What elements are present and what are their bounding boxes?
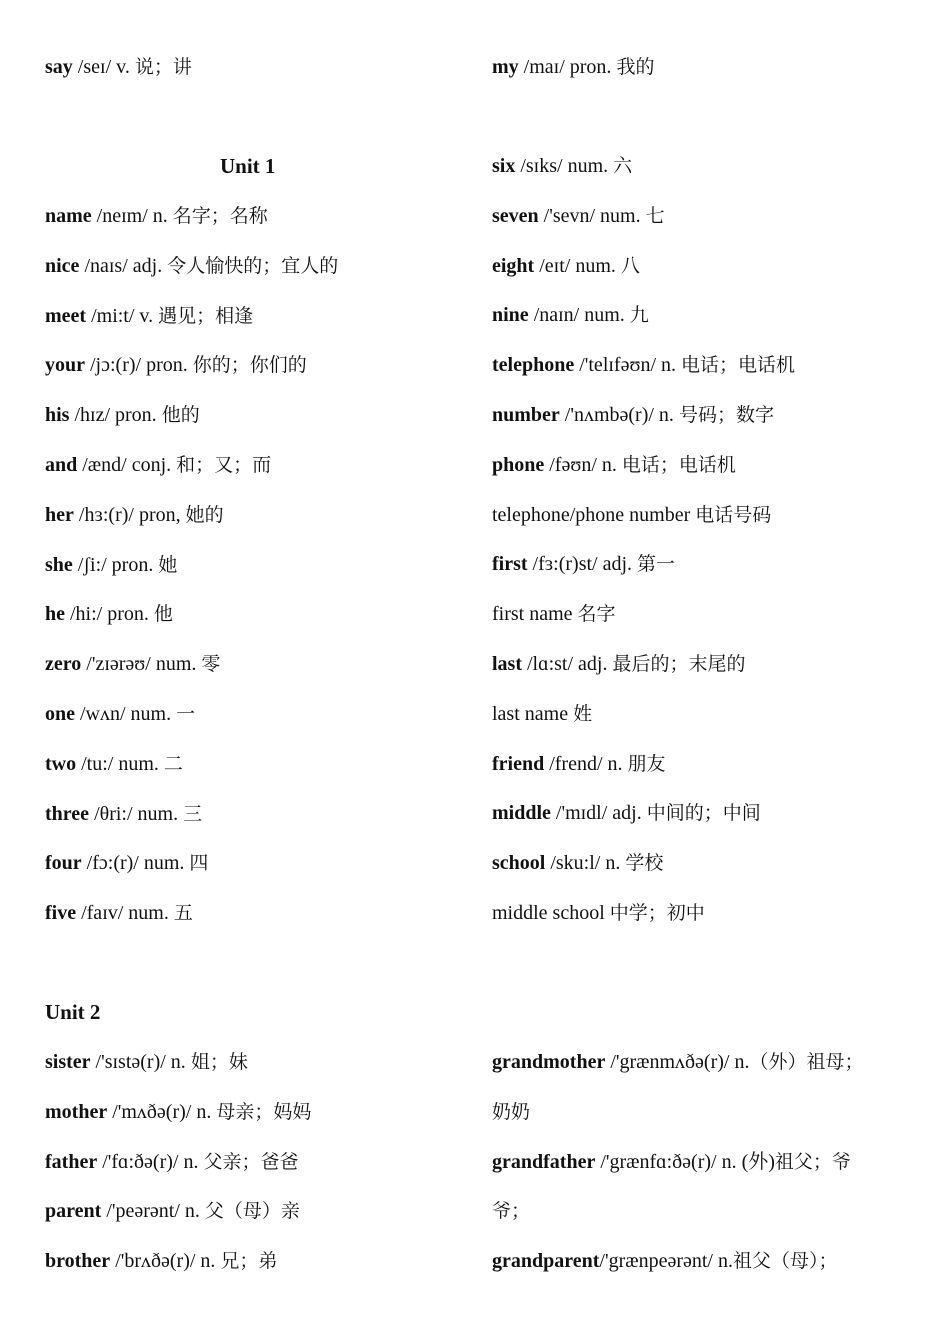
vocab-meaning: 四	[189, 852, 209, 874]
vocab-phonetic-pos: first name	[492, 603, 578, 625]
vocab-word: her	[45, 504, 74, 526]
vocab-entry	[492, 552, 675, 576]
vocab-meaning: 姓	[573, 703, 593, 725]
vocab-meaning: 说；讲	[134, 56, 192, 78]
vocab-meaning: 兄；弟	[220, 1250, 278, 1272]
vocab-phonetic-pos: /fɔ:(r)/ num.	[81, 852, 190, 874]
vocab-word: number	[492, 404, 560, 426]
vocab-entry	[45, 901, 193, 925]
vocab-meaning: 一	[176, 703, 196, 725]
vocab-entry	[492, 403, 774, 427]
vocab-entry	[492, 303, 649, 327]
vocab-phonetic-pos: /frend/ n.	[544, 753, 628, 775]
vocab-entry	[45, 1150, 298, 1174]
vocab-meaning: 你的；你们的	[192, 354, 307, 376]
vocab-entry	[492, 1199, 530, 1223]
vocab-phonetic-pos: /'sɪstə(r)/ n.	[90, 1051, 191, 1073]
vocab-entry	[492, 154, 632, 178]
vocab-meaning: 和；又；而	[176, 454, 272, 476]
vocab-word: she	[45, 554, 73, 576]
vocab-meaning: 祖父（母）；	[733, 1250, 838, 1272]
vocab-meaning: 我的	[616, 56, 655, 78]
vocab-phonetic-pos: /ʃi:/ pron.	[72, 554, 159, 576]
vocab-phonetic-pos: /'mɪdl/ adj.	[550, 802, 647, 824]
vocab-phonetic-pos: /'grænfɑ:ðə(r)/ n. (外)	[595, 1151, 775, 1173]
vocab-phonetic-pos: /'grænmʌðə(r)/ n.	[605, 1051, 750, 1073]
vocab-entry	[45, 55, 192, 79]
vocab-meaning: 名字；名称	[172, 205, 268, 227]
vocab-entry	[45, 304, 253, 328]
vocab-meaning: 她的	[185, 504, 224, 526]
vocab-word: zero	[45, 653, 82, 675]
vocab-word: first	[492, 553, 528, 575]
vocab-entry	[492, 1150, 851, 1174]
vocab-entry	[45, 802, 202, 826]
vocab-meaning: 令人愉快的；宜人的	[167, 255, 339, 277]
vocab-meaning: 奶奶	[492, 1101, 531, 1123]
vocab-phonetic-pos: /'brʌðə(r)/ n.	[110, 1250, 221, 1272]
vocab-meaning: 名字	[577, 603, 616, 625]
vocab-entry	[45, 403, 200, 427]
vocab-meaning: 母亲；妈妈	[216, 1101, 312, 1123]
vocab-meaning: 爷；	[492, 1200, 531, 1222]
vocab-entry	[45, 254, 338, 278]
vocab-meaning: 二	[163, 753, 183, 775]
vocab-entry	[492, 453, 736, 477]
vocab-meaning: 遇见；相逢	[158, 305, 254, 327]
vocab-word: grandparent	[492, 1250, 600, 1272]
vocab-entry	[492, 702, 592, 726]
vocab-meaning: 朋友	[627, 753, 666, 775]
vocab-meaning: 电话；电话机	[681, 354, 796, 376]
vocab-meaning: 学校	[625, 852, 664, 874]
vocab-meaning: 号码；数字	[678, 404, 774, 426]
vocab-meaning: 三	[183, 803, 203, 825]
vocab-entry	[45, 752, 183, 776]
vocab-meaning: 电话号码	[695, 504, 772, 526]
vocab-word: your	[45, 354, 85, 376]
vocab-meaning: 她	[158, 554, 178, 576]
vocab-word: he	[45, 603, 65, 625]
vocab-phonetic-pos: /'nʌmbə(r)/ n.	[559, 404, 679, 426]
vocab-word: four	[45, 852, 82, 874]
vocab-word: five	[45, 902, 77, 924]
vocab-entry	[492, 353, 795, 377]
vocab-meaning: 最后的；末尾的	[612, 653, 746, 675]
vocab-entry	[492, 851, 663, 875]
vocab-phonetic-pos: /fɜ:(r)st/ adj.	[527, 553, 638, 575]
vocab-phonetic-pos: /eɪt/ num.	[534, 255, 621, 277]
vocab-phonetic-pos: /neɪm/ n.	[91, 205, 173, 227]
vocab-phonetic-pos: /fəʊn/ n.	[544, 454, 622, 476]
vocab-phonetic-pos: /hɪz/ pron.	[69, 404, 162, 426]
vocab-phonetic-pos: /wʌn/ num.	[75, 703, 177, 725]
vocab-entry	[45, 1050, 248, 1074]
vocab-word: phone	[492, 454, 545, 476]
vocab-meaning: 七	[645, 205, 665, 227]
vocab-entry	[492, 901, 705, 925]
vocab-word: meet	[45, 305, 87, 327]
vocab-phonetic-pos: /lɑ:st/ adj.	[522, 653, 613, 675]
vocab-meaning: 他	[153, 603, 173, 625]
vocab-phonetic-pos: /hɜ:(r)/ pron,	[73, 504, 186, 526]
vocab-entry	[492, 602, 616, 626]
vocab-meaning: 五	[173, 902, 193, 924]
vocab-phonetic-pos: /maɪ/ pron.	[518, 56, 617, 78]
vocab-word: grandfather	[492, 1151, 596, 1173]
vocab-entry	[45, 553, 177, 577]
vocab-entry	[45, 453, 271, 477]
vocab-entry	[492, 1050, 863, 1074]
vocab-phonetic-pos: /'grænpeərənt/ n.	[599, 1250, 733, 1272]
vocab-entry	[45, 503, 224, 527]
vocab-phonetic-pos: /'sevn/ num.	[538, 205, 646, 227]
vocab-word: brother	[45, 1250, 111, 1272]
vocab-word: one	[45, 703, 75, 725]
vocab-meaning: （外）祖母；	[749, 1051, 864, 1073]
vocab-word: telephone	[492, 354, 575, 376]
vocab-phonetic-pos: /sɪks/ num.	[515, 155, 614, 177]
vocab-meaning: 姐；妹	[190, 1051, 248, 1073]
vocab-phonetic-pos: /naɪn/ num.	[528, 304, 630, 326]
vocab-word: eight	[492, 255, 535, 277]
vocab-word: his	[45, 404, 70, 426]
vocab-word: middle	[492, 802, 551, 824]
vocab-phonetic-pos: middle school	[492, 902, 610, 924]
vocab-word: grandmother	[492, 1051, 606, 1073]
vocab-phonetic-pos: /'fɑ:ðə(r)/ n.	[97, 1151, 204, 1173]
vocab-phonetic-pos: /sku:l/ n.	[545, 852, 626, 874]
vocab-phonetic-pos: /hi:/ pron.	[65, 603, 154, 625]
vocab-meaning: 中间的；中间	[646, 802, 761, 824]
vocab-meaning: 零	[201, 653, 221, 675]
vocab-word: parent	[45, 1200, 102, 1222]
vocab-word: two	[45, 753, 77, 775]
unit-1-heading: Unit 1	[220, 154, 276, 178]
vocab-entry	[492, 503, 771, 527]
vocab-phonetic-pos: last name	[492, 703, 574, 725]
vocab-meaning: 八	[620, 255, 640, 277]
unit-2-heading: Unit 2	[45, 1000, 101, 1024]
vocab-meaning: 电话；电话机	[621, 454, 736, 476]
vocab-phonetic-pos: /'zɪərəʊ/ num.	[81, 653, 202, 675]
vocab-entry	[45, 1100, 311, 1124]
vocab-entry	[45, 702, 195, 726]
vocab-meaning: 中学；初中	[609, 902, 705, 924]
vocab-word: school	[492, 852, 546, 874]
vocab-entry	[492, 1100, 530, 1124]
vocab-word: three	[45, 803, 90, 825]
vocab-word: say	[45, 56, 73, 78]
vocab-phonetic-pos: /θri:/ num.	[89, 803, 184, 825]
vocab-phonetic-pos: /jɔ:(r)/ pron.	[85, 354, 193, 376]
vocab-entry	[45, 204, 268, 228]
vocab-entry	[492, 204, 665, 228]
vocab-word: friend	[492, 753, 545, 775]
vocab-word: name	[45, 205, 92, 227]
vocab-entry	[45, 851, 208, 875]
vocab-word: nine	[492, 304, 529, 326]
vocab-entry	[492, 1249, 838, 1273]
vocab-phonetic-pos: /mi:t/ v.	[86, 305, 159, 327]
vocab-phonetic-pos: /faɪv/ num.	[76, 902, 174, 924]
vocab-entry	[492, 254, 640, 278]
vocab-word: last	[492, 653, 522, 675]
vocab-word: mother	[45, 1101, 108, 1123]
vocab-entry	[45, 1199, 300, 1223]
vocab-entry	[45, 1249, 277, 1273]
vocab-phonetic-pos: /seɪ/ v.	[72, 56, 135, 78]
vocab-word: father	[45, 1151, 98, 1173]
vocab-entry	[492, 801, 761, 825]
vocab-phonetic-pos: /tu:/ num.	[76, 753, 164, 775]
vocab-entry	[492, 652, 745, 676]
vocab-word: six	[492, 155, 516, 177]
vocab-meaning: 他的	[161, 404, 200, 426]
vocab-phonetic-pos: /naɪs/ adj.	[79, 255, 168, 277]
vocab-entry	[45, 353, 307, 377]
vocab-word: nice	[45, 255, 80, 277]
vocab-word: my	[492, 56, 519, 78]
vocab-phonetic-pos: telephone/phone number	[492, 504, 696, 526]
vocab-meaning: 第一	[637, 553, 676, 575]
vocab-meaning: 父亲；爸爸	[203, 1151, 299, 1173]
vocab-entry	[492, 55, 654, 79]
vocab-word: seven	[492, 205, 539, 227]
vocab-word: and	[45, 454, 78, 476]
vocab-word: sister	[45, 1051, 91, 1073]
vocab-entry	[492, 752, 666, 776]
vocab-meaning: 祖父；爷	[774, 1151, 851, 1173]
vocab-entry	[45, 652, 220, 676]
vocab-meaning: 六	[613, 155, 633, 177]
vocab-entry	[45, 602, 173, 626]
vocab-phonetic-pos: /'mʌðə(r)/ n.	[107, 1101, 217, 1123]
vocab-phonetic-pos: /'telɪfəʊn/ n.	[574, 354, 681, 376]
vocab-phonetic-pos: /ænd/ conj.	[77, 454, 177, 476]
vocab-meaning: 父（母）亲	[204, 1200, 300, 1222]
vocab-phonetic-pos: /'peərənt/ n.	[101, 1200, 205, 1222]
vocab-meaning: 九	[629, 304, 649, 326]
